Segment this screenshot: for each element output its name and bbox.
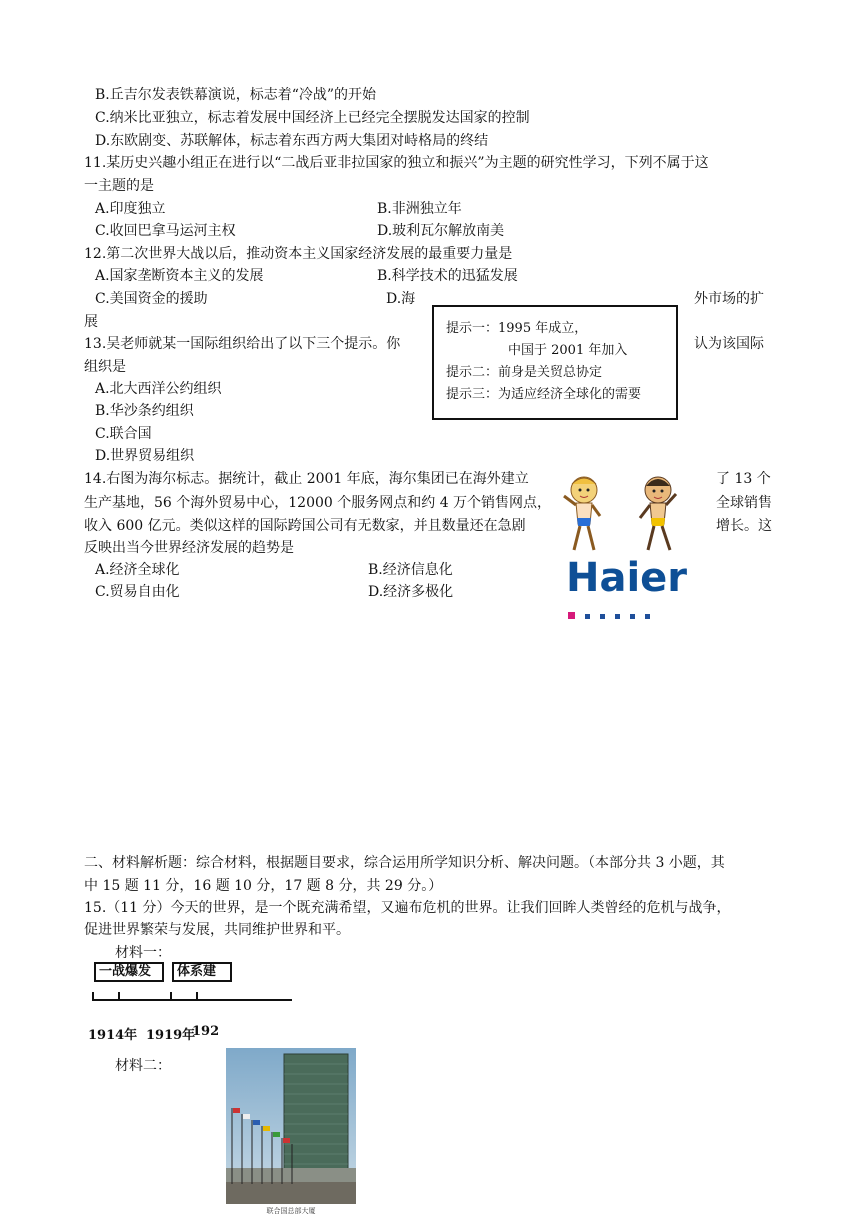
q15-stem-line1: 15.（11 分）今天的世界，是一个既充满希望，又遍布危机的世界。让我们回眸人类曾经的危机与战争， [84, 900, 731, 916]
q14-line1-left: 14.右图为海尔标志。据统计，截止 2001 年底，海尔集团已在海外建立 [84, 471, 529, 487]
q14-line2-right: 全球销售 [716, 495, 772, 511]
timeline-tick [196, 992, 198, 1001]
q12-option-a: A.国家垄断资本主义的发展 [95, 268, 264, 284]
q11-stem-line2: 一主题的是 [84, 178, 154, 194]
un-headquarters-photo [226, 1048, 356, 1204]
q13-stem-line1: 13.吴老师就某一国际组织给出了以下三个提示。你 [84, 336, 401, 352]
hint-one-continued: 中国于 2001 年加入 [508, 343, 628, 358]
q14-option-d: D.经济多极化 [368, 584, 454, 600]
q10-option-c: C.纳米比亚独立，标志着发展中国经济上已经完全摆脱发达国家的控制 [95, 110, 530, 126]
timeline-tick [170, 992, 172, 1001]
q12-option-d-part1: D.海 [386, 291, 416, 307]
q13-option-d: D.世界贸易组织 [95, 448, 195, 464]
q12-stem: 12.第二次世界大战以后，推动资本主义国家经济发展的最重要力量是 [84, 246, 513, 262]
haier-dots [568, 604, 660, 623]
q12-option-b: B.科学技术的迅猛发展 [377, 268, 518, 284]
q12-option-d-part3: 展 [84, 314, 98, 330]
q11-option-c: C.收回巴拿马运河主权 [95, 223, 236, 239]
timeline-year-partial: 192 [192, 1024, 220, 1039]
hint-two: 提示二：前身是关贸总协定 [446, 365, 603, 380]
haier-brothers-illustration [560, 472, 700, 556]
hint-three: 提示三：为适应经济全球化的需要 [446, 387, 642, 402]
q11-option-a: A.印度独立 [95, 201, 166, 217]
q14-line3-right: 增长。这 [716, 518, 772, 534]
hint-one: 提示一：1995 年成立， [446, 321, 588, 336]
timeline-tick [118, 992, 120, 1001]
q14-line4: 反映出当今世界经济发展的趋势是 [84, 540, 294, 556]
q14-option-c: C.贸易自由化 [95, 584, 180, 600]
q14-option-a: A.经济全球化 [95, 562, 180, 578]
q12-option-c: C.美国资金的援助 [95, 291, 208, 307]
material-one-timeline [88, 962, 220, 1043]
haier-logo [560, 472, 700, 612]
q15-stem-line2: 促进世界繁荣与发展，共同维护世界和平。 [84, 922, 350, 938]
q10-option-b: B.丘吉尔发表铁幕演说，标志着“冷战”的开始 [95, 87, 377, 103]
q13-stem-line2: 组织是 [84, 359, 126, 375]
timeline-year-1919: 1919年 [146, 1028, 196, 1043]
photo-caption: 联合国总部大厦 [266, 1207, 316, 1215]
q14-line3-left: 收入 600 亿元。类似这样的国际跨国公司有无数家，并且数量还在急剧 [84, 518, 526, 534]
q13-hint-box [432, 305, 678, 420]
q12-option-d-part2: 外市场的扩 [694, 291, 764, 307]
material-one-label: 材料一： [115, 945, 171, 961]
q14-option-b: B.经济信息化 [368, 562, 453, 578]
material-two-label: 材料二： [115, 1058, 171, 1074]
q11-stem-line1: 11.某历史兴趣小组正在进行以“二战后亚非拉国家的独立和振兴”为主题的研究性学习，下列不属于这 [84, 155, 709, 171]
section2-heading-line2: 中 15 题 11 分，16 题 10 分，17 题 8 分，共 29 分。） [84, 878, 443, 894]
q13-option-a: A.北大西洋公约组织 [95, 381, 222, 397]
q13-option-b: B.华沙条约组织 [95, 403, 194, 419]
q10-option-d: D.东欧剧变、苏联解体，标志着东西方两大集团对峙格局的终结 [95, 133, 489, 149]
haier-wordmark: Haier [566, 555, 688, 601]
section2-heading-line1: 二、材料解析题：综合材料，根据题目要求，综合运用所学知识分析、解决问题。（本部分共 3 小题，其 [84, 855, 725, 871]
q14-line1-right: 了 13 个 [716, 471, 771, 487]
q11-option-d: D.玻利瓦尔解放南美 [377, 223, 505, 239]
q13-stem-line1-right: 认为该国际 [694, 336, 764, 352]
q11-option-b: B.非洲独立年 [377, 201, 462, 217]
timeline-axis [92, 999, 292, 1001]
timeline-box-system: 体系建 [172, 962, 232, 982]
q14-line2-left: 生产基地，56 个海外贸易中心，12000 个服务网点和约 4 万个销售网点， [84, 495, 552, 511]
timeline-box-ww1: 一战爆发 [94, 962, 164, 982]
timeline-year-1914: 1914年 [88, 1028, 138, 1043]
q13-option-c: C.联合国 [95, 426, 152, 442]
timeline-tick [92, 992, 94, 1001]
